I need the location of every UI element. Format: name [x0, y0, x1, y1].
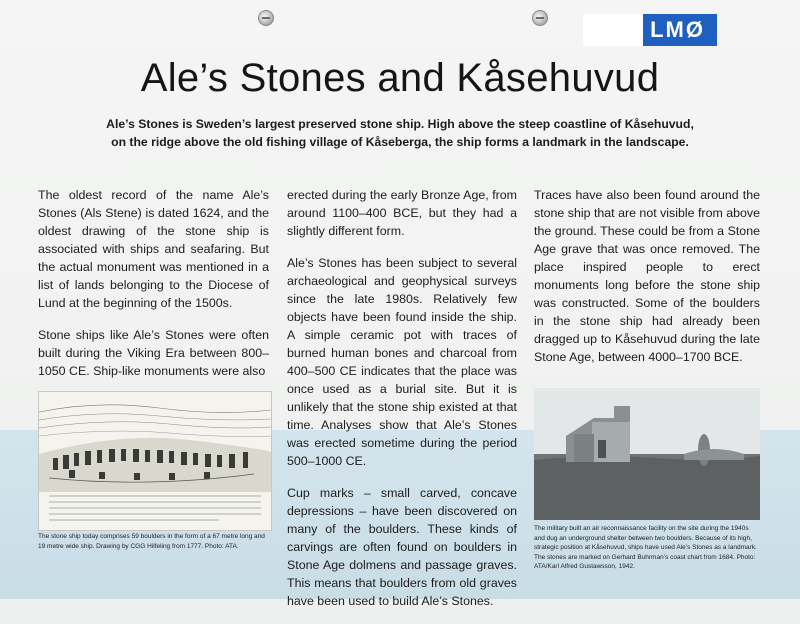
text-column-3: [534, 186, 760, 380]
intro-line-2: on the ridge above the old fishing village of Kåseberga, the ship forms a landmark in the landscape.: [111, 135, 689, 149]
logo: LMØ: [583, 14, 717, 46]
paragraph: Stone ships like Ale’s Stones were often built during the Viking Era between 800–1050 CE. Ship-like monuments were also: [38, 328, 269, 378]
paragraph: Ale’s Stones has been subject to several archaeological and geophysical surveys since the late 1980s. Relatively few objects have been found inside the ship. A simple ceramic pot with traces of burned human bones and charcoal from 400–500 CE indicates that the place was once used as a burial site. But it is unlikely that the stone ship existed at that time. Analyses show that Ale’s Stones was erected sometime during the period 500–1000 CE.: [287, 256, 517, 468]
intro-text: [60, 115, 740, 151]
paragraph: The oldest record of the name Ale’s Stones (Als Stene) is dated 1624, and the oldest drawing of the stone ship is associated with ships and seafaring. But the actual monument was mentioned in a list of lands belonging to the Diocese of Lund at the beginning of the 1500s.: [38, 188, 269, 310]
paragraph: erected during the early Bronze Age, from around 1100–400 BCE, but they had a slightly different form.: [287, 188, 517, 238]
historical-drawing-image: [38, 391, 272, 531]
page-title: Ale’s Stones and Kåsehuvud: [140, 56, 660, 100]
paragraph: Cup marks – small carved, concave depressions – have been discovered on many of the boulders. These kinds of carvings are often found on boulders in Stone Age dolmens and passage graves. This means that boulders from old graves have been used to build Ale’s Stones.: [287, 486, 517, 608]
logo-obscured-area: [583, 14, 643, 46]
paragraph: Traces have also been found around the stone ship that are not visible from above the ground. These could be from a Stone Age grave that was once removed. The place inspired people to erect monuments long before the stone ship was constructed. Some of the boulders in the stone ship had already been dragged up to Kåsehuvud during the late Stone Age, between 4000–1700 BCE.: [534, 188, 760, 364]
text-column-1: [38, 186, 269, 394]
screw-left-icon: [258, 10, 274, 26]
screw-right-icon: [532, 10, 548, 26]
intro-line-1: Ale’s Stones is Sweden’s largest preserved stone ship. High above the steep coastline of Kåsehuvud,: [106, 117, 694, 131]
photo-caption: The military built an air reconnaissance facility on the site during the 1940s and dug an underground shelter between two boulders. Because of its high, strategic position at Kåsehuvud, ships have used Ale’s Stones as a landmark. The stones are marked on Gerhard Buhrman’s coast chart from 1684. Photo: ATA/Karl Alfred Gustawsson, 1942.: [534, 525, 757, 570]
drawing-caption: The stone ship today comprises 59 boulders in the form of a 67 metre long and 19 metre wide ship. Drawing by CGG Hilfeling from 1777. Photo: ATA.: [38, 533, 265, 550]
historical-photo-image: [534, 388, 760, 520]
text-column-2: [287, 186, 517, 624]
